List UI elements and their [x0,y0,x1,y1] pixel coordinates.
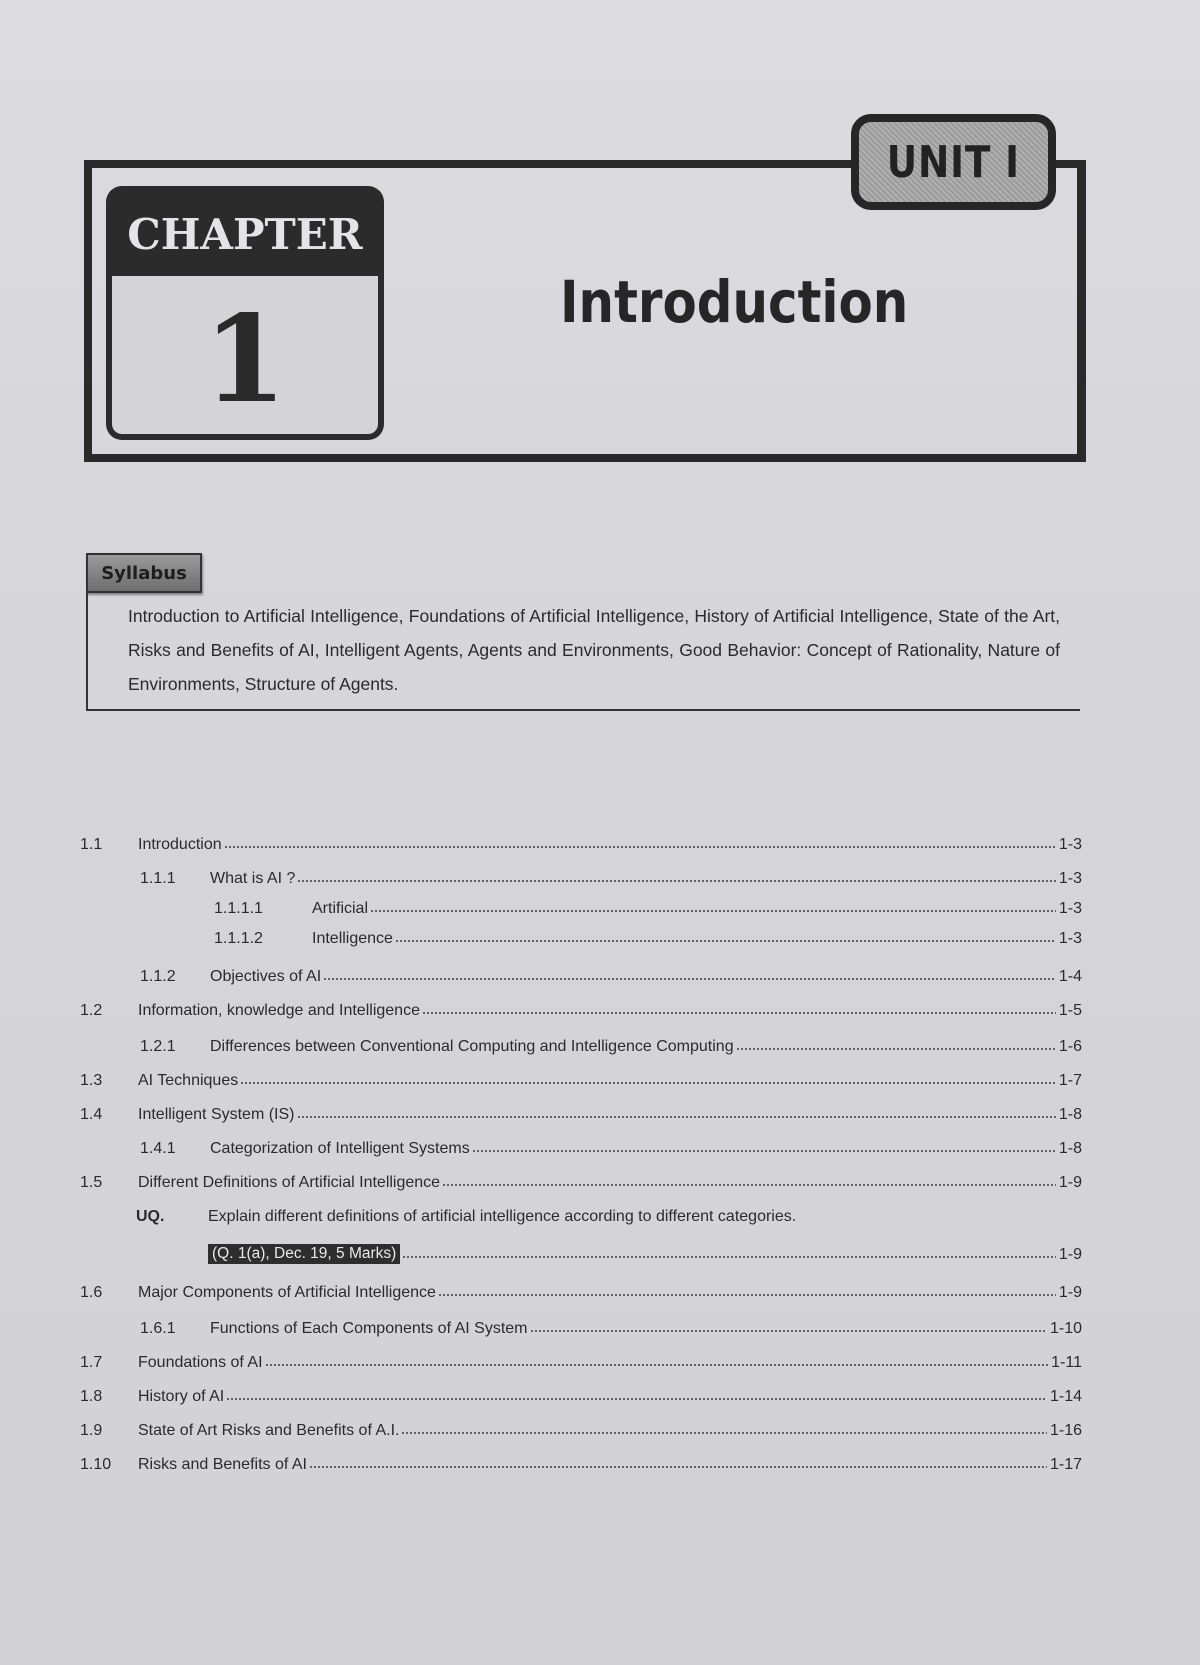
toc-section-title: AI Techniques [138,1072,239,1089]
toc-section-title: Functions of Each Components of AI System [210,1320,528,1337]
toc-section-number: 1.10 [80,1456,112,1473]
syllabus-box [86,593,1080,711]
toc-section-number: 1.1.1.2 [214,930,263,947]
toc-section-number: 1.1 [80,836,103,853]
syllabus-text: Introduction to Artificial Intelligence, Foundations of Artificial Intelligence, History of Artificial Intelligence, State of the Art, Risks and Benefits of AI, Intelligent Agents, Agents and Environments, Good Behavior: Concept of Rationality, Nature of Environments, Structure of Agents. [128,606,1060,694]
toc-page-number: 1-8 [1058,1140,1082,1157]
toc-section-number: 1.6 [80,1284,103,1301]
toc-page-number: 1-3 [1058,836,1082,853]
toc-section-title: Different Definitions of Artificial Intelligence [138,1174,441,1191]
toc-section-title: Intelligent System (IS) [138,1106,295,1123]
dot-leader [265,1364,1049,1366]
toc-section-title: Information, knowledge and Intelligence [138,1002,420,1019]
toc-section-number: 1.4.1 [140,1140,176,1157]
toc-section-title: Major Components of Artificial Intelligence [138,1284,436,1301]
toc-row[interactable] [80,1446,1082,1474]
toc-row[interactable] [80,1096,1082,1124]
toc-page-number: 1-4 [1058,968,1082,985]
chapter-number: 1 [203,289,287,430]
toc-section-title: Artificial [312,900,369,917]
dot-leader [323,978,1056,980]
toc-page-number: 1-9 [1058,1246,1082,1263]
chapter-number-area [112,276,378,434]
toc-section-number: 1.8 [80,1388,103,1405]
toc-page-number: 1-14 [1049,1388,1082,1405]
toc-row[interactable] [80,1274,1082,1302]
toc-row[interactable] [80,1130,1082,1158]
toc-section-title: State of Art Risks and Benefits of A.I. [138,1422,400,1439]
toc-section-title: History of AI [138,1388,225,1405]
toc-section-title: Introduction [138,836,222,853]
toc-row[interactable] [80,860,1082,888]
toc-page-number: 1-7 [1058,1072,1082,1089]
toc-section-title: Objectives of AI [210,968,322,985]
toc-section-number: 1.6.1 [140,1320,176,1337]
dot-leader [422,1012,1056,1014]
toc-section-title: Differences between Conventional Computing and Intelligence Computing [210,1038,734,1055]
toc-row[interactable] [80,920,1082,948]
toc-question-text: Explain different definitions of artificial intelligence according to different categories. [208,1208,797,1225]
toc-row[interactable] [80,1062,1082,1090]
dot-leader [240,1082,1056,1084]
dot-leader [442,1184,1056,1186]
toc-section-number: 1.3 [80,1072,103,1089]
toc-page-number: 1-3 [1058,900,1082,917]
toc-page-number: 1-16 [1049,1422,1082,1439]
toc-page-number: 1-6 [1058,1038,1082,1055]
unit-label: UNIT I [886,136,1021,188]
toc-question-row [80,1198,1082,1226]
chapter-label: CHAPTER [127,209,363,259]
toc-section-number: 1.7 [80,1354,103,1371]
toc-row[interactable] [80,958,1082,986]
toc-page-number: 1-8 [1058,1106,1082,1123]
dot-leader [297,880,1056,882]
dot-leader [297,1116,1056,1118]
toc-section-title: Foundations of AI [138,1354,263,1371]
toc-section-number: 1.1.1.1 [214,900,263,917]
dot-leader [402,1256,1056,1258]
toc-section-number: 1.4 [80,1106,103,1123]
exam-marks-tag: (Q. 1(a), Dec. 19, 5 Marks) [208,1244,400,1264]
toc-section-number: 1.5 [80,1174,103,1191]
toc-row[interactable] [80,1310,1082,1338]
toc-section-title: Risks and Benefits of AI [138,1456,307,1473]
dot-leader [370,910,1056,912]
chapter-number-box [106,186,384,440]
dot-leader [438,1294,1056,1296]
toc-section-title: What is AI ? [210,870,296,887]
toc-page-number: 1-17 [1049,1456,1082,1473]
toc-question-label: UQ. [136,1208,165,1225]
toc-row[interactable] [80,890,1082,918]
unit-badge [851,114,1056,210]
toc-page-number: 1-3 [1058,870,1082,887]
toc-page-number: 1-5 [1058,1002,1082,1019]
dot-leader [224,846,1056,848]
dot-leader [226,1398,1047,1400]
toc-row[interactable] [80,1028,1082,1056]
dot-leader [395,940,1056,942]
dot-leader [530,1330,1047,1332]
dot-leader [309,1466,1047,1468]
toc-section-number: 1.2.1 [140,1038,176,1055]
toc-row[interactable] [80,1378,1082,1406]
toc-page-number: 1-9 [1058,1174,1082,1191]
toc-page-number: 1-10 [1049,1320,1082,1337]
toc-row [80,1236,1082,1264]
syllabus-tag: Syllabus [86,553,202,593]
dot-leader [736,1048,1056,1050]
toc-section-title: Intelligence [312,930,393,947]
toc-section-number: 1.1.1 [140,870,176,887]
toc-section-number: 1.9 [80,1422,103,1439]
toc-page-number: 1-3 [1058,930,1082,947]
toc-section-title: Categorization of Intelligent Systems [210,1140,470,1157]
toc-row[interactable] [80,1412,1082,1440]
toc-row[interactable] [80,992,1082,1020]
chapter-title: Introduction [560,268,909,336]
toc-row[interactable] [80,1344,1082,1372]
toc-section-number: 1.1.2 [140,968,176,985]
dot-leader [472,1150,1056,1152]
toc-page-number: 1-11 [1051,1354,1082,1371]
toc-section-number: 1.2 [80,1002,103,1019]
dot-leader [401,1432,1047,1434]
toc-page-number: 1-9 [1058,1284,1082,1301]
toc-row[interactable] [80,826,1082,854]
toc-row[interactable] [80,1164,1082,1192]
